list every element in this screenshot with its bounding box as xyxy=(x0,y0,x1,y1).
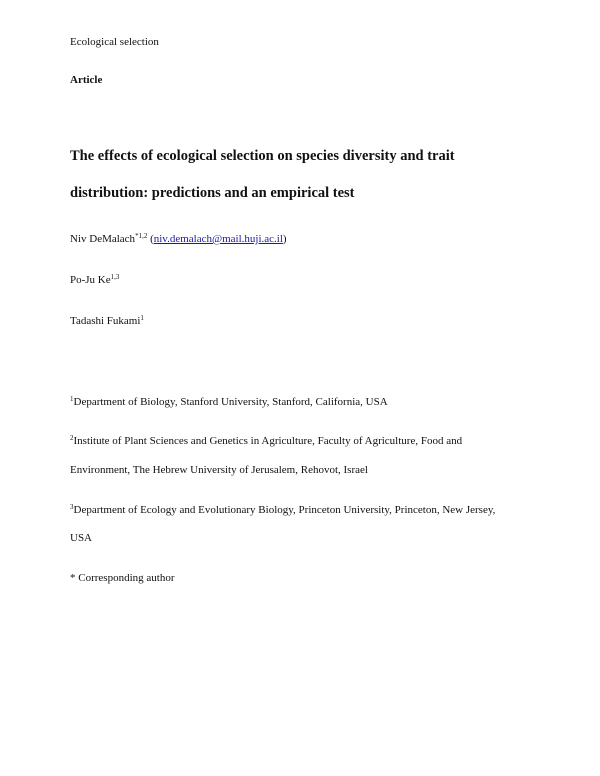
affiliation-1 xyxy=(70,395,388,409)
author-marker: 1,3 xyxy=(110,273,120,281)
affiliation-number: 2 xyxy=(70,434,74,442)
article-type-label: Article xyxy=(70,74,103,86)
corresponding-author-note: * Corresponding author xyxy=(70,572,175,584)
affiliation-text: Department of Ecology and Evolutionary Biology, Princeton University, Princeton, New Jersey, xyxy=(73,504,496,516)
affiliation-number: 1 xyxy=(70,395,74,403)
author-po-ju-ke xyxy=(70,273,119,287)
affiliation-2-line-2: Environment, The Hebrew University of Jerusalem, Rehovot, Israel xyxy=(70,464,368,476)
affiliation-3-line-2: USA xyxy=(70,532,93,544)
title-line-1: The effects of ecological selection on species diversity and trait xyxy=(70,148,455,164)
affiliation-text: Institute of Plant Sciences and Genetics in Agriculture, Faculty of Agriculture, Food and xyxy=(73,435,463,447)
author-marker: *1,2 xyxy=(135,232,148,240)
author-email-link[interactable]: niv.demalach@mail.huji.ac.il xyxy=(153,233,283,245)
affiliation-text: Department of Biology, Stanford University, Stanford, California, USA xyxy=(73,396,388,408)
author-name: Niv DeMalach xyxy=(70,233,136,245)
author-tadashi-fukami xyxy=(70,314,144,328)
title-line-2: distribution: predictions and an empirical test xyxy=(70,185,355,201)
author-name: Po-Ju Ke xyxy=(70,274,111,286)
running-head: Ecological selection xyxy=(70,36,159,48)
author-name: Tadashi Fukami xyxy=(70,315,141,327)
author-niv-demalach: Niv DeMalach$^{*1,2}$ (niv.demalach@mail.huji.ac.il) xyxy=(70,232,287,245)
affiliation-3-line-1 xyxy=(70,503,495,517)
affiliation-2-line-1 xyxy=(70,434,462,448)
author-marker: 1 xyxy=(140,314,144,322)
affiliation-number: 3 xyxy=(70,503,74,511)
